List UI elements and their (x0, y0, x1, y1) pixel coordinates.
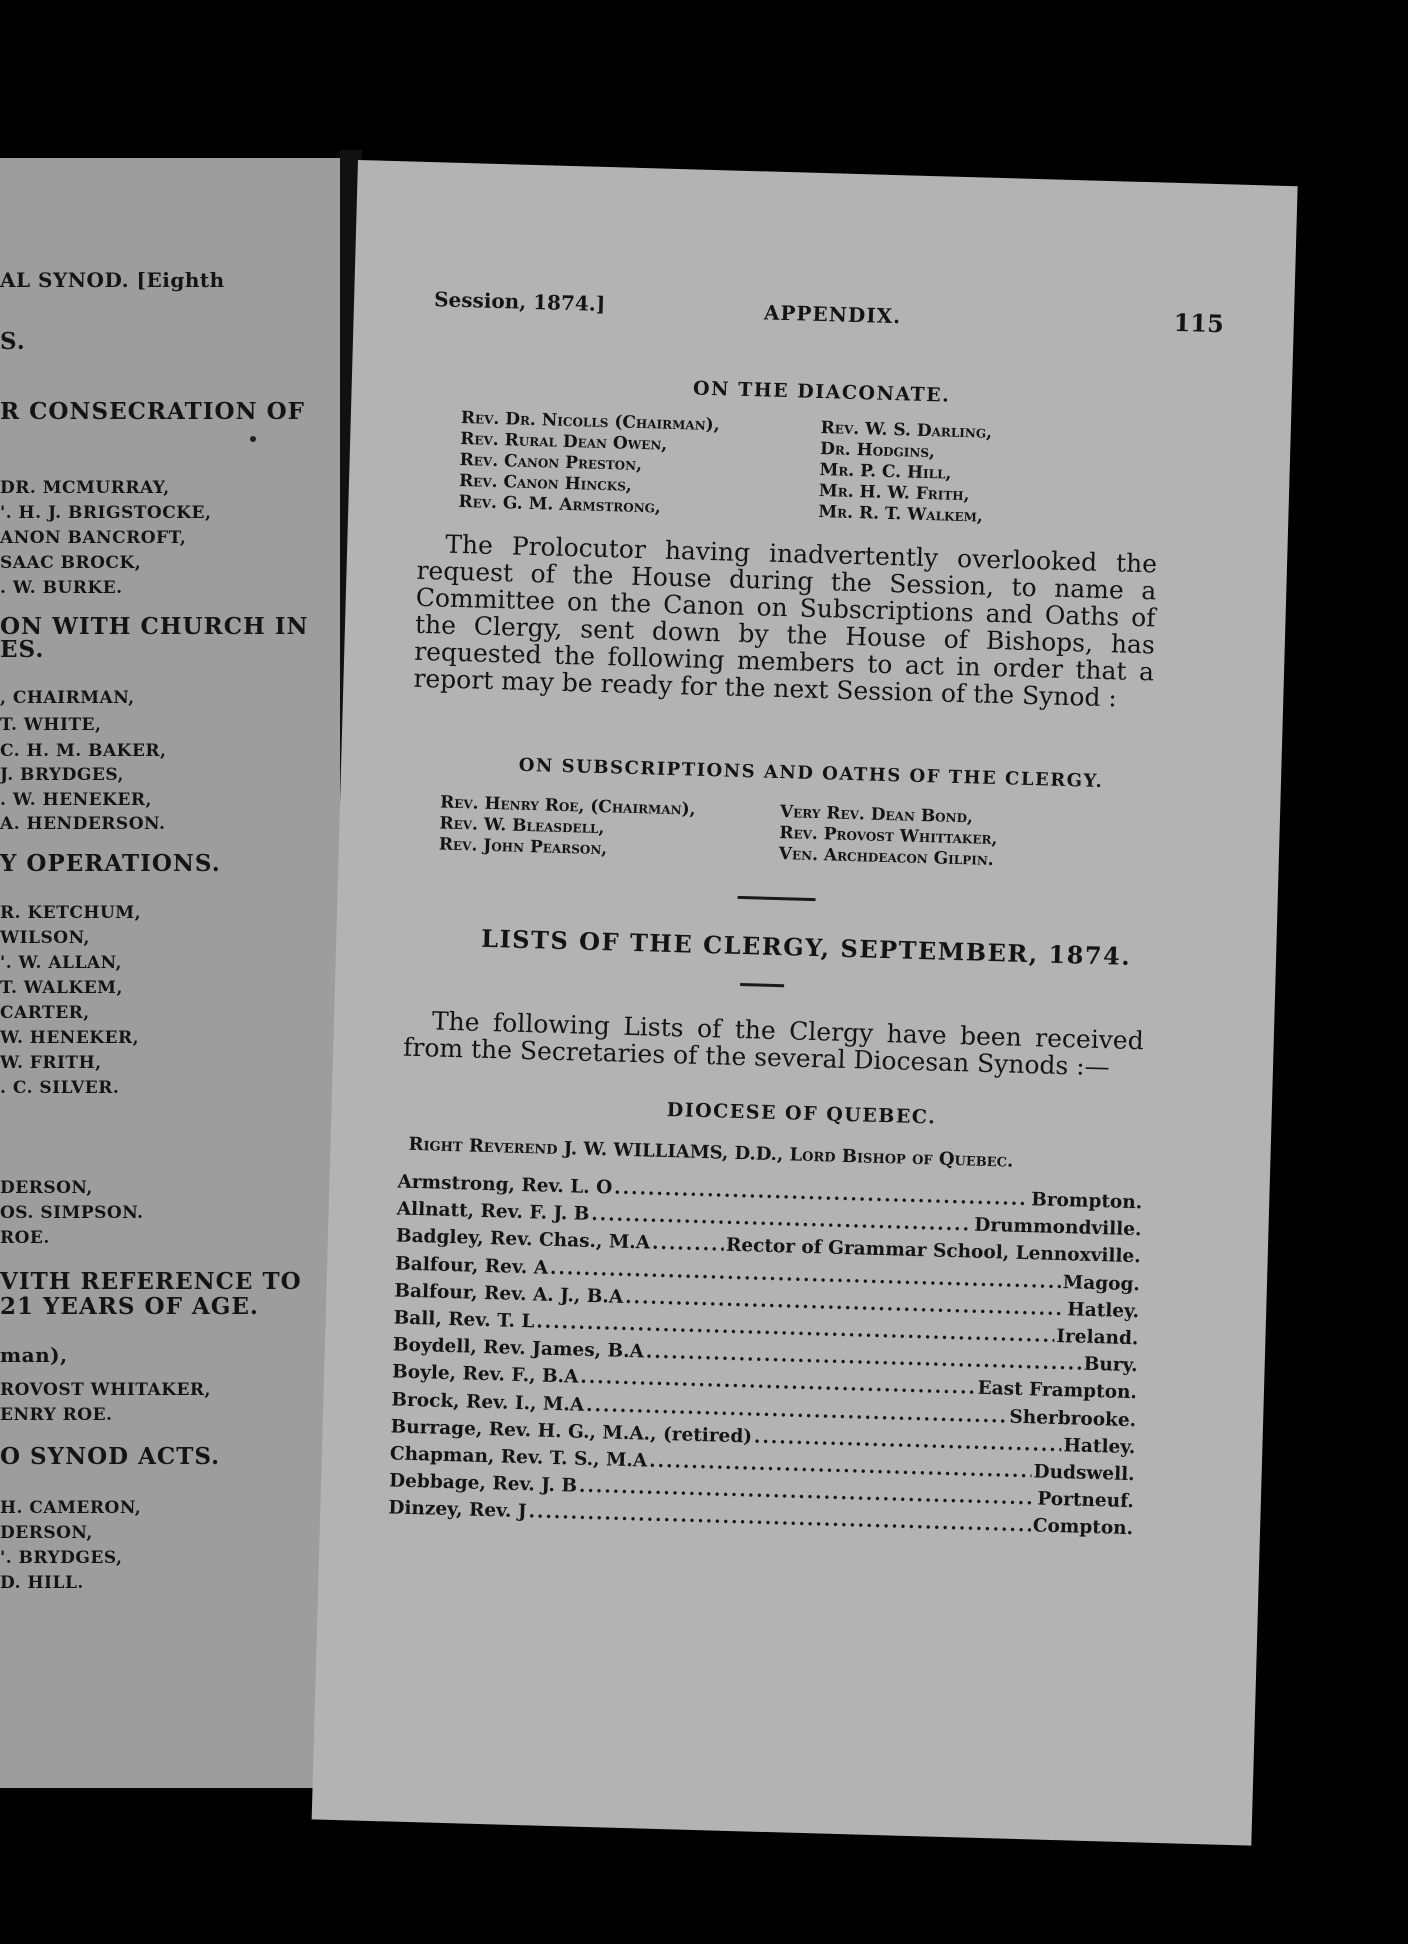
clergy-name: Chapman, Rev. T. S., M.A (389, 1443, 648, 1472)
left-page-line: '. H. J. BRIGSTOCKE, (0, 503, 212, 523)
left-page-line: ENRY ROE. (0, 1405, 113, 1425)
lists-intro-paragraph: The following Lists of the Clergy have been received from the Secretaries of the several Diocesan Synods :— (402, 1006, 1145, 1082)
clergy-name: Brock, Rev. I., M.A (391, 1389, 585, 1416)
left-page-line: DR. MCMURRAY, (0, 478, 170, 498)
left-page-line: W. HENEKER, (0, 1028, 140, 1048)
left-page-line: ES. (0, 636, 45, 663)
left-page-line: O SYNOD ACTS. (0, 1443, 221, 1470)
left-page-line: ROVOST WHITAKER, (0, 1380, 211, 1400)
short-rule (740, 983, 784, 987)
clergy-name: Balfour, Rev. A (394, 1253, 549, 1279)
left-page-line: C. H. M. BAKER, (0, 741, 167, 761)
left-page-line: , CHAIRMAN, (0, 688, 135, 708)
member-name: Rev. John Pearson, (438, 834, 608, 860)
left-page-line: DERSON, (0, 1178, 93, 1198)
left-page-line: OS. SIMPSON. (0, 1203, 144, 1223)
member-name: Rev. G. M. Armstrong, (458, 491, 662, 518)
left-page-line: R. KETCHUM, (0, 903, 142, 923)
clergy-place: Ireland. (1056, 1325, 1139, 1350)
left-page-line: T. WALKEM, (0, 978, 123, 998)
left-page-line: man), (0, 1343, 68, 1367)
member-name: Ven. Archdeacon Gilpin. (778, 844, 995, 871)
clergy-name: Balfour, Rev. A. J., B.A (394, 1280, 624, 1308)
clergy-place: Compton. (1032, 1515, 1134, 1540)
left-page-line: S. (0, 328, 26, 355)
left-page-line: Y OPERATIONS. (0, 850, 221, 877)
member-name: Rev. Canon Hincks, (458, 470, 633, 496)
dot-leader (586, 1394, 1008, 1427)
clergy-name: Burrage, Rev. H. G., M.A., (retired) (390, 1416, 753, 1448)
header-appendix: APPENDIX. (763, 300, 902, 329)
dot-leader (652, 1233, 724, 1256)
left-page-line: 21 YEARS OF AGE. (0, 1293, 259, 1320)
left-page-line: ON WITH CHURCH IN (0, 613, 309, 640)
clergy-place: East Frampton. (977, 1378, 1138, 1404)
left-page-line: W. FRITH, (0, 1053, 102, 1073)
member-name: Rev. Henry Roe, (Chairman), (439, 792, 696, 820)
clergy-place: Magog. (1062, 1271, 1141, 1295)
left-page-line: A. HENDERSON. (0, 814, 166, 834)
member-name: Dr. Hodgins, (819, 439, 936, 463)
clergy-name: Dinzey, Rev. J (388, 1497, 527, 1523)
member-name: Rev. Provost Whittaker, (779, 823, 998, 850)
member-name: Rev. Dr. Nicolls (Chairman), (460, 407, 720, 436)
section-rule (738, 896, 816, 901)
left-page-line: H. CAMERON, (0, 1498, 142, 1518)
member-name: Mr. P. C. Hill, (819, 460, 952, 484)
clergy-name: Boyle, Rev. F., B.A (391, 1361, 579, 1389)
member-name: Rev. Canon Preston, (459, 449, 643, 476)
left-page-line: CARTER, (0, 1003, 90, 1023)
header-session: Session, 1874.] (433, 287, 606, 316)
diaconate-title: ON THE DIACONATE. (692, 377, 951, 407)
diocese-title: DIOCESE OF QUEBEC. (666, 1098, 937, 1129)
clergy-place: Drummondville. (974, 1214, 1142, 1241)
left-page-line: R CONSECRATION OF (0, 398, 305, 425)
clergy-name: Badgley, Rev. Chas., M.A (395, 1225, 651, 1254)
left-page-line: WILSON, (0, 928, 90, 948)
member-name: Mr. H. W. Frith, (818, 481, 970, 506)
clergy-place: Brompton. (1030, 1189, 1143, 1214)
left-page-line: DERSON, (0, 1523, 93, 1543)
clergy-place: Hatley. (1066, 1299, 1140, 1323)
diaconate-col2 (818, 418, 992, 528)
clergy-name: Boydell, Rev. James, B.A (392, 1334, 645, 1363)
member-name: Rev. W. S. Darling, (820, 418, 993, 443)
prolocutor-paragraph: The Prolocutor having inadvertently overlooked the request of the House during the Session, to name a Committee on the Canon on Subscriptions and Oaths of the Clergy, sent down by the House of Bishops, has requested the following members to act in order that a report may be ready for the next Session of the Synod : (413, 529, 1158, 713)
lists-title: LISTS OF THE CLERGY, SEPTEMBER, 1874. (480, 923, 1132, 971)
ink-speck (250, 436, 256, 442)
dot-leader (580, 1367, 976, 1399)
left-page-line: '. BRYDGES, (0, 1548, 123, 1568)
subscriptions-col1 (439, 793, 696, 863)
clergy-place: Hatley. (1063, 1435, 1136, 1458)
subscriptions-title: ON SUBSCRIPTIONS AND OATHS OF THE CLERGY. (518, 754, 1104, 793)
left-page-line: SAAC BROCK, (0, 553, 142, 573)
member-name: Rev. Rural Dean Owen, (459, 428, 668, 455)
left-page-line: '. W. ALLAN, (0, 953, 122, 973)
left-page (0, 158, 340, 1788)
member-name: Rev. W. Bleasdell, (439, 813, 605, 839)
right-page (312, 160, 1298, 1846)
clergy-place: Dudswell. (1033, 1461, 1135, 1486)
left-page-line: AL SYNOD. [Eighth (0, 268, 225, 292)
left-page-line: ANON BANCROFT, (0, 528, 187, 548)
dot-leader (591, 1204, 973, 1236)
clergy-name: Debbage, Rev. J. B (388, 1470, 578, 1497)
left-page-line: . C. SILVER. (0, 1078, 120, 1098)
bishop-line: Right Reverend J. W. WILLIAMS, D.D., Lord Bishop of Quebec. (408, 1133, 1014, 1172)
left-page-line: VITH REFERENCE TO (0, 1268, 302, 1295)
clergy-name: Ball, Rev. T. L (393, 1307, 535, 1333)
clergy-name: Allnatt, Rev. F. J. B (396, 1198, 590, 1226)
left-page-line: J. BRYDGES, (0, 765, 124, 785)
clergy-place: Sherbrooke. (1009, 1406, 1137, 1431)
subscriptions-col2 (778, 802, 998, 871)
dot-leader (649, 1451, 1032, 1483)
diaconate-col1 (458, 408, 720, 520)
clergy-place: Portneuf. (1037, 1488, 1135, 1513)
left-page-text (0, 158, 340, 1788)
dot-leader (754, 1426, 1062, 1456)
clergy-place: Rector of Grammar School, Lennoxville. (725, 1235, 1141, 1268)
left-page-line: . W. HENEKER, (0, 790, 152, 810)
member-name: Very Rev. Dean Bond, (779, 802, 974, 828)
left-page-line: D. HILL. (0, 1573, 84, 1593)
left-page-line: ROE. (0, 1228, 50, 1248)
dot-leader (614, 1178, 1029, 1211)
left-page-line: T. WHITE, (0, 715, 102, 735)
clergy-name: Armstrong, Rev. L. O (397, 1171, 613, 1199)
member-name: Mr. R. T. Walkem, (818, 501, 984, 527)
clergy-place: Bury. (1083, 1353, 1138, 1377)
running-header (433, 287, 1224, 349)
page-number: 115 (1173, 307, 1225, 339)
left-page-line: . W. BURKE. (0, 578, 123, 598)
